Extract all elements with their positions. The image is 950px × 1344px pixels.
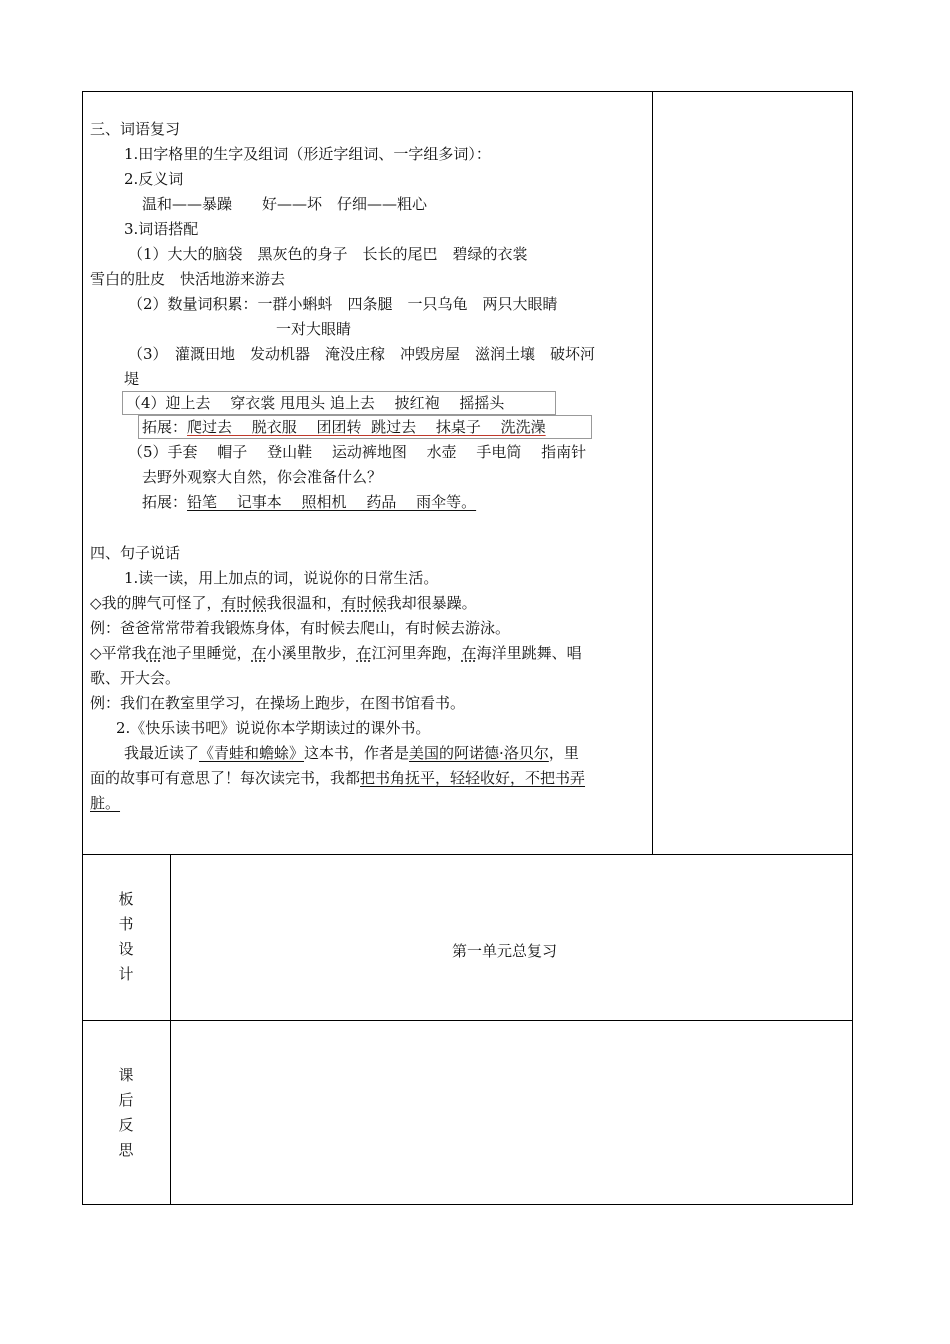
label-column-divider [170,854,171,1204]
reflection-label-char: 课 [118,1066,134,1084]
extension-1-items: 爬过去 脱衣服 团团转 跳过去 抹桌子 洗洗澡 [187,418,546,436]
collocation-3b: 堤 [124,370,140,388]
extension-1 [142,417,546,437]
item-3-2: 2.反义词 [124,170,184,188]
collocation-1a: （1）大大的脑袋 黑灰色的身子 长长的尾巴 碧绿的衣裳 [128,245,528,263]
reading-line-3: 脏。 [90,794,121,812]
reflection-label-char: 后 [118,1091,134,1109]
extension-2-items: 铅笔 记事本 照相机 药品 雨伞等。 [187,493,477,511]
antonyms-line: 温和——暴躁 好——坏 仔细——粗心 [142,195,428,213]
extension-2-label: 拓展： [142,493,188,511]
notes-column-divider [652,91,653,854]
collocation-4: （4）迎上去 穿衣裳 甩甩头 追上去 披红袍 摇摇头 [126,394,505,412]
diamond-sentence-2-cont: 歌、开大会。 [90,669,181,687]
book-care-habit: 把书角抚平，轻轻收好，不把书弄 [360,769,586,787]
example-2: 例：我们在教室里学习，在操场上跑步，在图书馆看书。 [90,694,466,712]
collocation-1b: 雪白的肚皮 快活地游来游去 [90,270,286,288]
board-design-text: 第一单元总复习 [452,942,558,960]
diamond-sentence-2: ◇平常我在池子里睡觉，在小溪里散步，在江河里奔跑，在海洋里跳舞、唱 [90,644,582,662]
reading-line-1: 我最近读了《青蛙和蟾蜍》这本书，作者是美国的阿诺德·洛贝尔，里 [124,744,579,762]
table-bottom-border [82,1204,853,1205]
author-name: 美国的阿诺德·洛贝尔 [409,744,549,762]
board-label-char: 设 [118,940,134,958]
extension-2 [142,492,476,512]
item-4-1: 1.读一读，用上加点的词，说说你的日常生活。 [124,569,439,587]
dotted-word: 有时候 [341,594,387,612]
item-3-3: 3.词语搭配 [124,220,199,238]
item-4-2: 2.《快乐读书吧》说说你本学期读过的课外书。 [116,719,431,737]
table-right-border [852,91,853,1204]
book-title: 《青蛙和蟾蜍》 [199,744,305,762]
row-divider-2 [82,1020,853,1021]
dotted-word: 在 [461,644,477,662]
example-1: 例：爸爸常常带着我锻炼身体，有时候去爬山，有时候去游泳。 [90,619,511,637]
section-3-title: 三、词语复习 [90,120,181,138]
collocation-2b: 一对大眼睛 [276,320,352,338]
collocation-5: （5）手套 帽子 登山鞋 运动裤地图 水壶 手电筒 指南针 [128,443,587,461]
reading-line-2: 面的故事可有意思了！每次读完书，我都把书角抚平，轻轻收好，不把书弄 [90,769,586,787]
collocation-3a: （3） 灌溉田地 发动机器 淹没庄稼 冲毁房屋 滋润土壤 破坏河 [128,345,596,363]
collocation-5-question: 去野外观察大自然，你会准备什么？ [142,468,383,486]
board-label-char: 书 [118,915,134,933]
extension-1-label: 拓展： [142,418,188,436]
table-top-border [82,91,853,92]
dotted-word: 在 [356,644,372,662]
item-3-1: 1.田字格里的生字及组词（形近字组词、一字组多词）： [124,145,491,163]
board-label-char: 计 [118,965,134,983]
diamond-sentence-1: ◇我的脾气可怪了，有时候我很温和，有时候我却很暴躁。 [90,594,477,612]
row-divider-1 [82,854,853,855]
collocation-2a: （2）数量词积累：一群小蝌蚪 四条腿 一只乌龟 两只大眼睛 [128,295,558,313]
dotted-word: 在 [146,644,162,662]
table-left-border [82,91,83,1204]
reflection-label-char: 反 [118,1116,134,1134]
board-label-char: 板 [118,890,134,908]
dotted-word: 有时候 [221,594,267,612]
dotted-word: 在 [251,644,267,662]
section-4-title: 四、句子说话 [90,544,181,562]
reflection-label-char: 思 [118,1141,134,1159]
